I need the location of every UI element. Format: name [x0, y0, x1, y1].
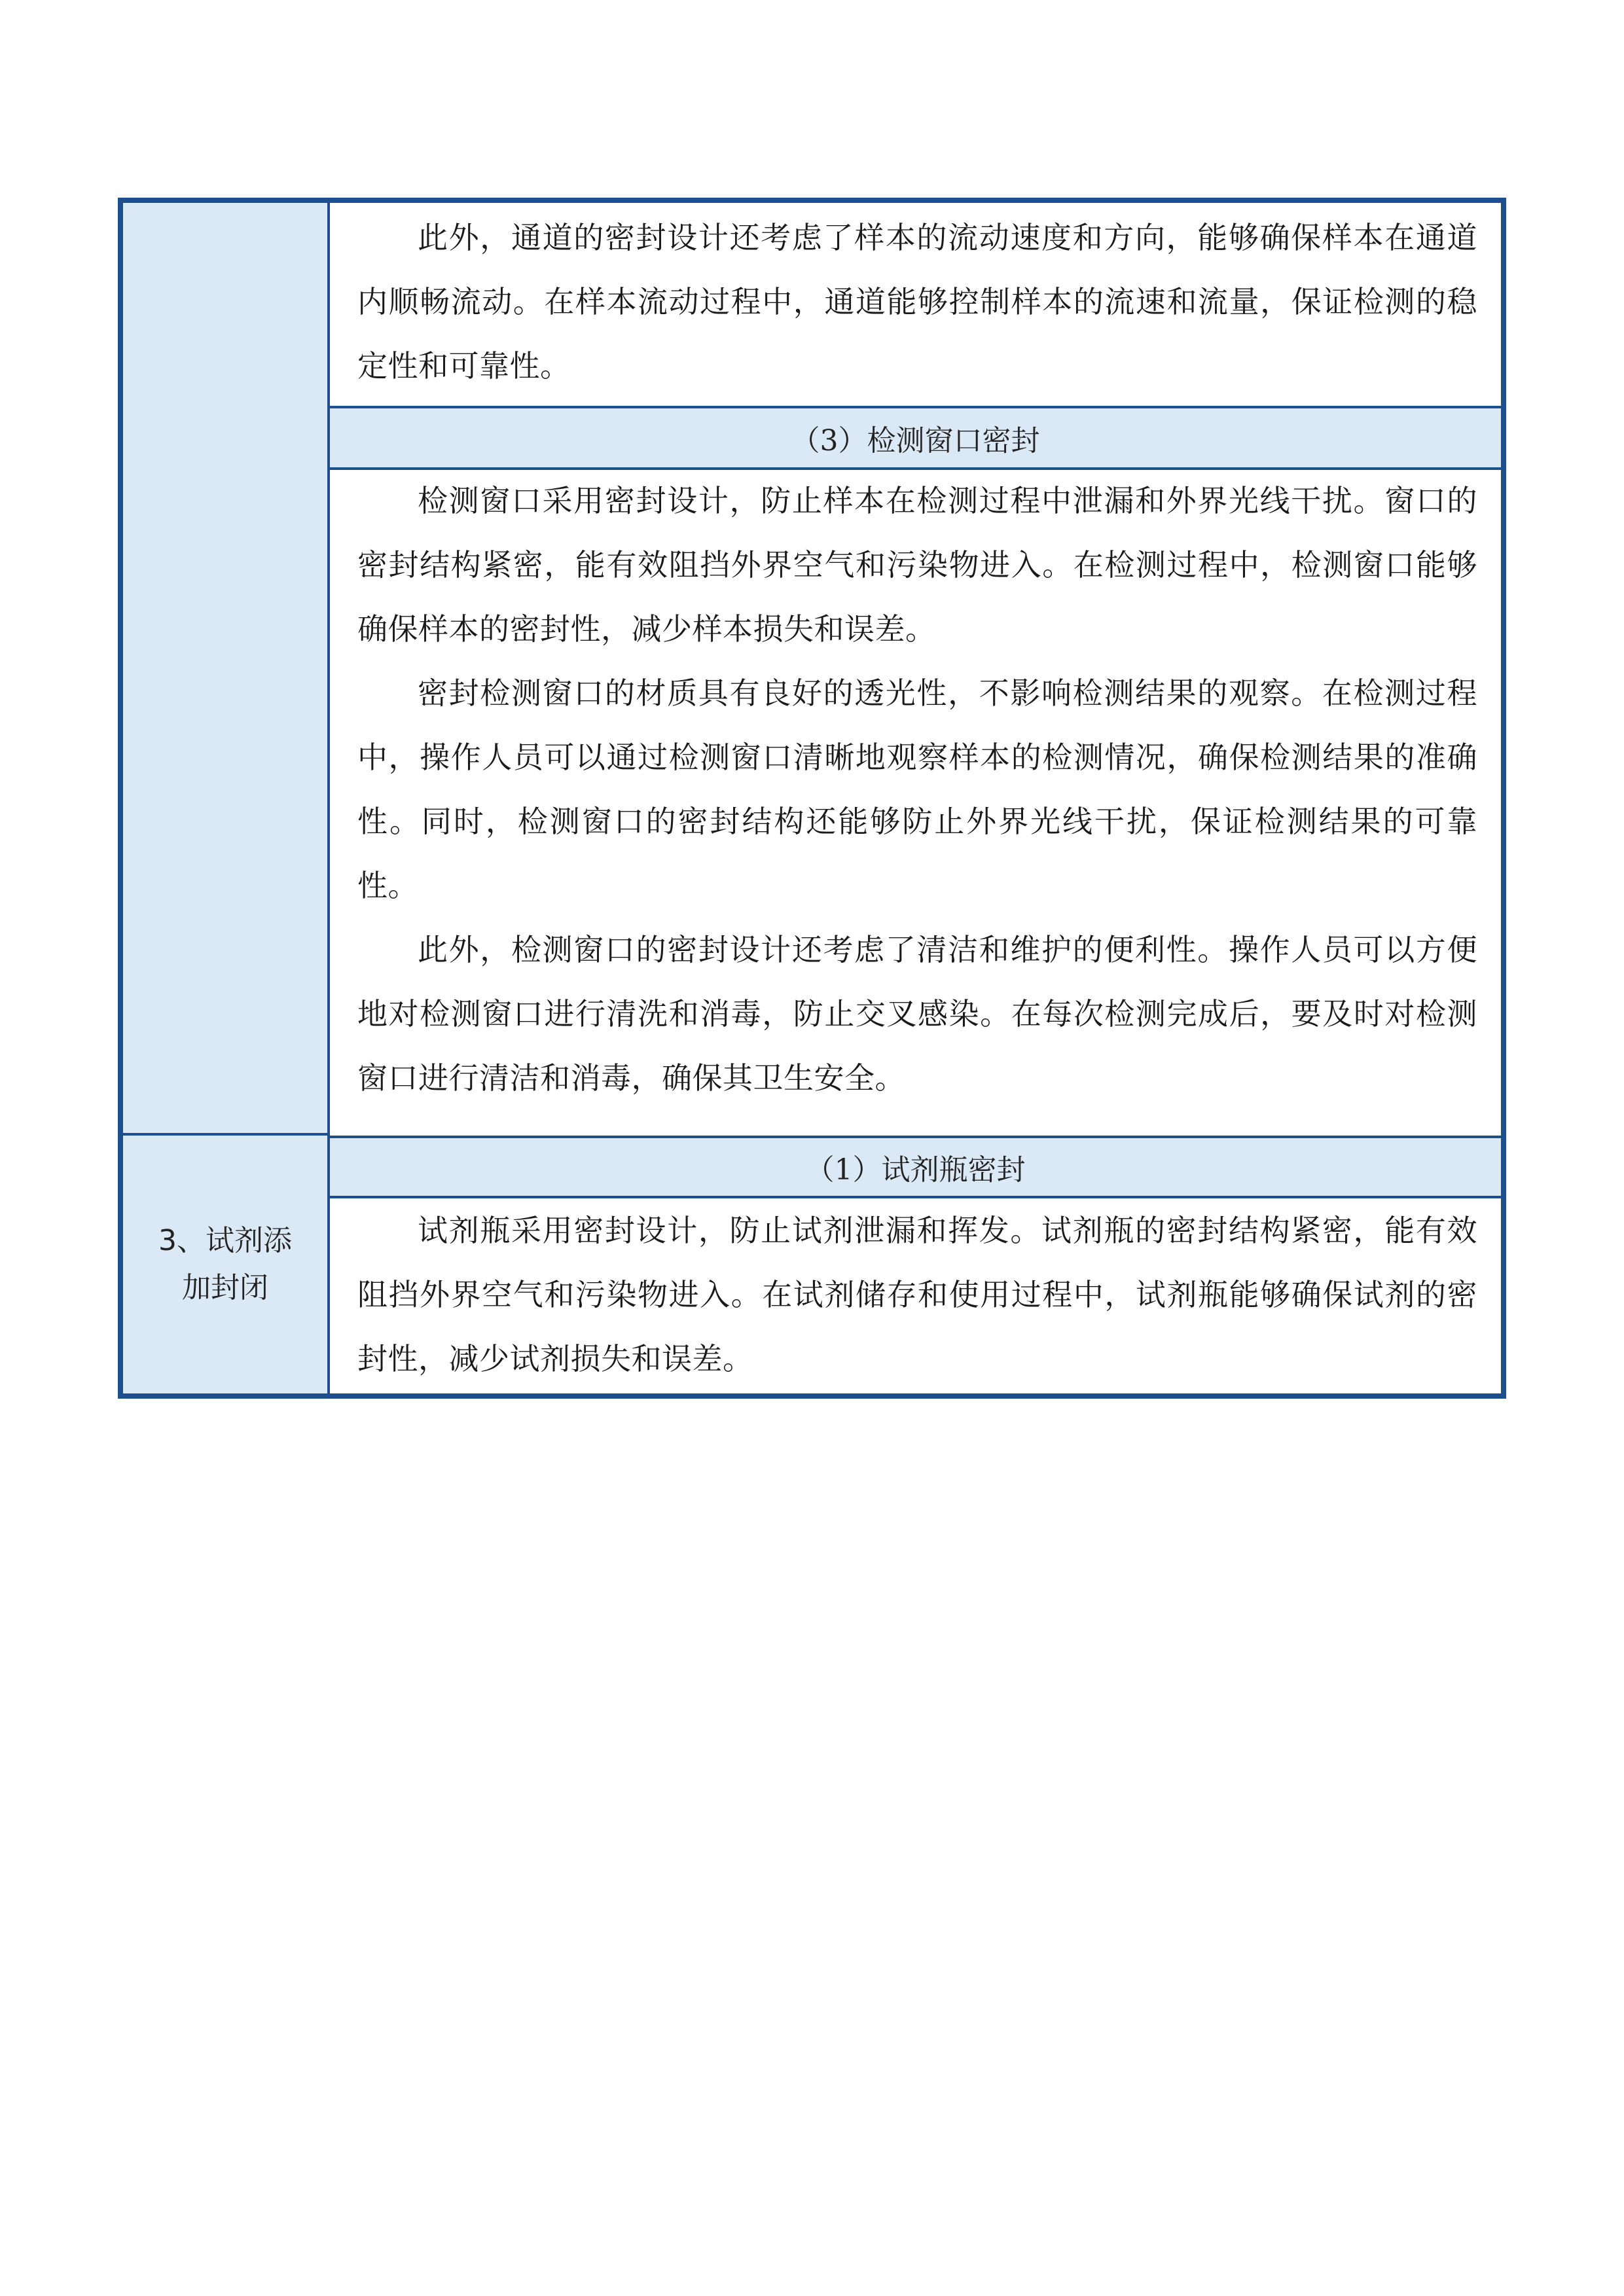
content-table: [118, 198, 1506, 1399]
section-heading-label: （1）试剂瓶密封: [805, 1153, 1026, 1187]
section-heading-label: （3）检测窗口密封: [791, 424, 1040, 457]
paragraph: 试剂瓶采用密封设计，防止试剂泄漏和挥发。试剂瓶的密封结构紧密，能有效阻挡外界空气和污染物进入。在试剂储存和使用过程中，试剂瓶能够确保试剂的密封性，减少试剂损失和误差。: [357, 1213, 1477, 1376]
paragraph: 此外，检测窗口的密封设计还考虑了清洁和维护的便利性。操作人员可以方便地对检测窗口进行清洗和消毒，防止交叉感染。在每次检测完成后，要及时对检测窗口进行清洁和消毒，确保其卫生安全。: [357, 932, 1477, 1096]
paragraph: 密封检测窗口的材质具有良好的透光性，不影响检测结果的观察。在检测过程中，操作人员可以通过检测窗口清晰地观察样本的检测情况，确保检测结果的准确性。同时，检测窗口的密封结构还能够防止外界光线干扰，保证检测结果的可靠性。: [357, 675, 1477, 903]
content-column: [330, 203, 1501, 1393]
section-heading-detection-window: [330, 406, 1501, 470]
left-cell-continued: [123, 203, 330, 1136]
paragraph: 检测窗口采用密封设计，防止样本在检测过程中泄漏和外界光线干扰。窗口的密封结构紧密，能有效阻挡外界空气和污染物进入。在检测过程中，检测窗口能够确保样本的密封性，减少样本损失和误差。: [357, 483, 1477, 647]
text-block-channel: [330, 206, 1501, 398]
text-block-detection-window: [330, 469, 1501, 1110]
text-block-reagent-bottle: [330, 1198, 1501, 1391]
row-label-reagent-sealing: 3、试剂添 加封闭: [158, 1224, 292, 1304]
section-heading-reagent-bottle: [330, 1136, 1501, 1198]
paragraph: 此外，通道的密封设计还考虑了样本的流动速度和方向，能够确保样本在通道内顺畅流动。在样本流动过程中，通道能够控制样本的流速和流量，保证检测的稳定性和可靠性。: [357, 220, 1477, 384]
left-cell-reagent: [123, 1136, 330, 1393]
